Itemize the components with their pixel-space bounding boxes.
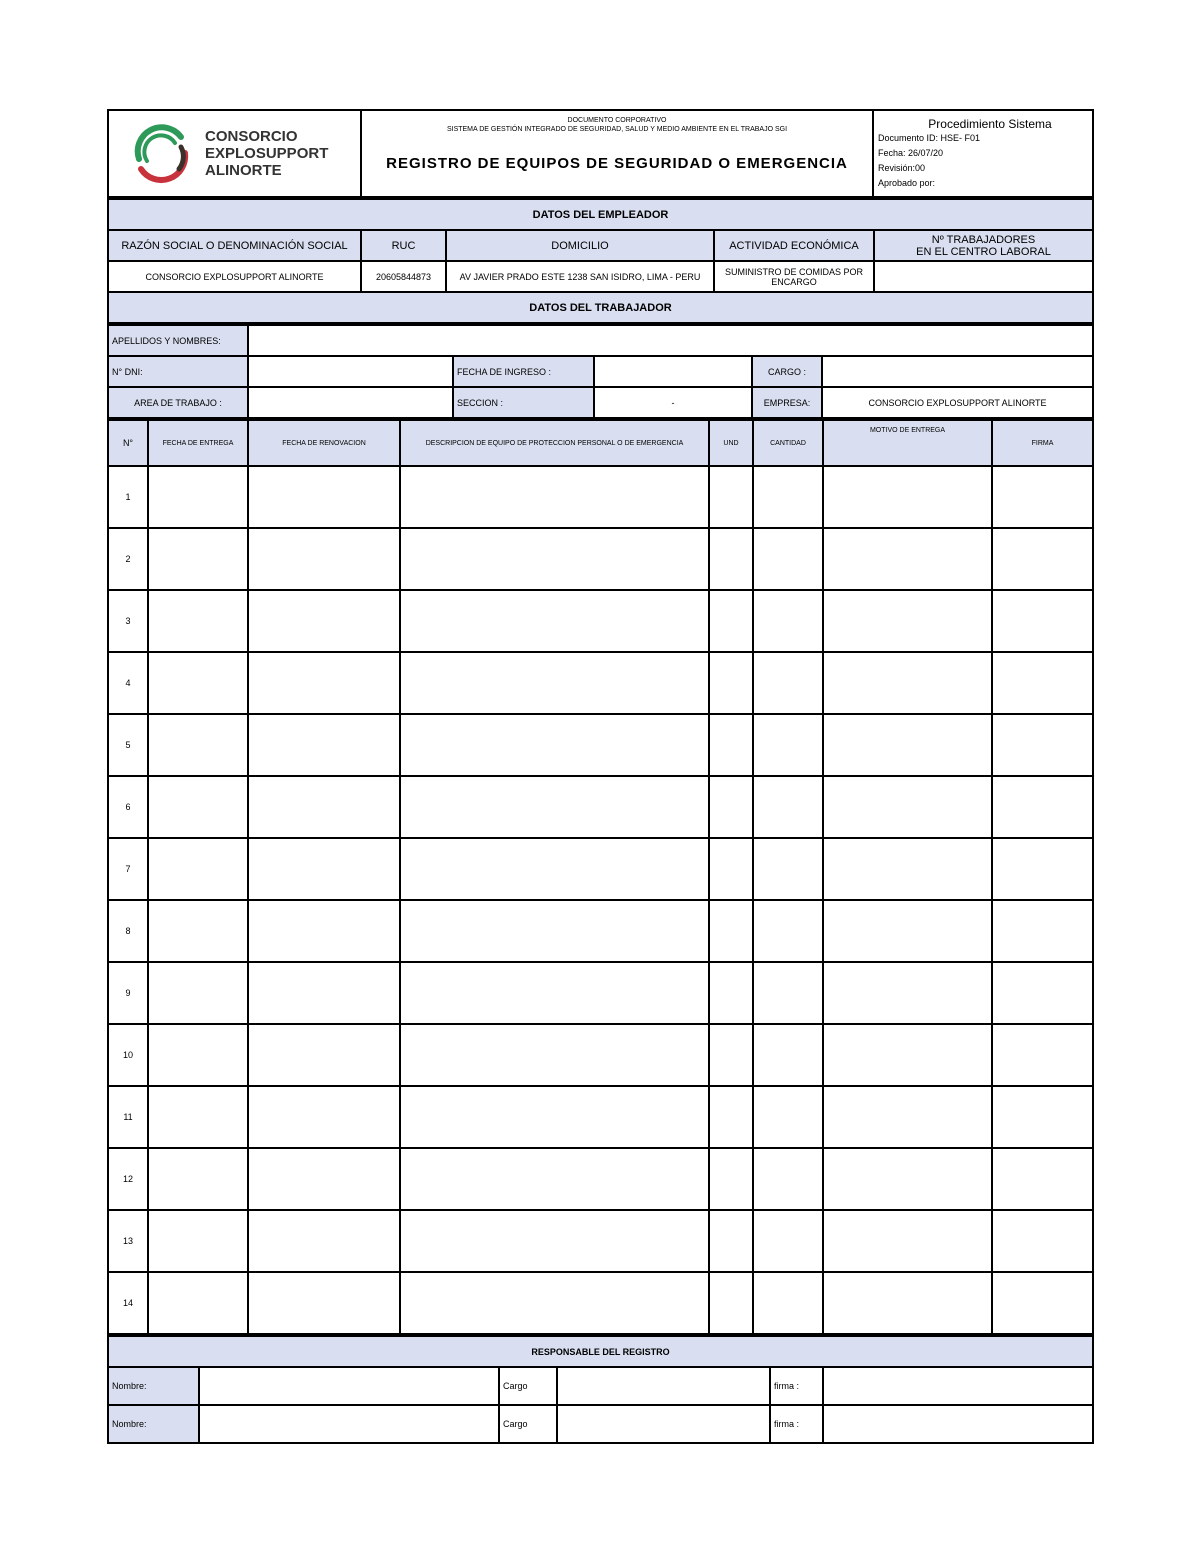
doc-date: Fecha: 26/07/20 <box>878 148 944 158</box>
logo-wordmark: CONSORCIO EXPLOSUPPORT ALINORTE <box>205 128 329 179</box>
empresa-field[interactable]: CONSORCIO EXPLOSUPPORT ALINORTE <box>822 387 1093 418</box>
apellidos-label: APELLIDOS Y NOMBRES: <box>108 325 248 356</box>
fecha-entrega-cell[interactable] <box>148 1272 248 1334</box>
und-cell[interactable] <box>709 1024 753 1086</box>
und-cell[interactable] <box>709 528 753 590</box>
table-row <box>108 466 1093 528</box>
procedure-title: Procedimiento Sistema <box>928 117 1052 131</box>
row-number: 11 <box>108 1086 148 1148</box>
firma-cell[interactable] <box>992 1210 1093 1272</box>
row-number: 10 <box>108 1024 148 1086</box>
fecha-entrega-cell[interactable] <box>148 838 248 900</box>
cantidad-cell[interactable] <box>753 528 823 590</box>
cargo-label: CARGO : <box>752 356 822 387</box>
table-row <box>108 1272 1093 1334</box>
equipment-rows <box>108 466 1093 1334</box>
col-motivo: MOTIVO DE ENTREGA <box>823 420 992 466</box>
row-number: 14 <box>108 1272 148 1334</box>
fecha-renovacion-cell[interactable] <box>248 466 400 528</box>
row-number: 12 <box>108 1148 148 1210</box>
motivo-cell[interactable] <box>823 466 992 528</box>
cantidad-cell[interactable] <box>753 1272 823 1334</box>
table-row <box>108 1086 1093 1148</box>
table-row <box>108 900 1093 962</box>
cantidad-cell[interactable] <box>753 466 823 528</box>
firma-cell[interactable] <box>992 1148 1093 1210</box>
fecha-entrega-cell[interactable] <box>148 1148 248 1210</box>
descripcion-cell[interactable] <box>400 1086 709 1148</box>
cargo-field[interactable] <box>557 1405 770 1443</box>
table-row <box>108 652 1093 714</box>
dni-label: N° DNI: <box>108 356 248 387</box>
descripcion-cell[interactable] <box>400 528 709 590</box>
cantidad-cell[interactable] <box>753 1086 823 1148</box>
row-number: 2 <box>108 528 148 590</box>
firma-cell[interactable] <box>992 1086 1093 1148</box>
equipment-header-row <box>108 420 1093 466</box>
und-cell[interactable] <box>709 1210 753 1272</box>
und-cell[interactable] <box>709 1272 753 1334</box>
fecha-renovacion-cell[interactable] <box>248 1148 400 1210</box>
row-number: 4 <box>108 652 148 714</box>
und-cell[interactable] <box>709 900 753 962</box>
firma-field[interactable] <box>823 1367 1093 1405</box>
actividad-value[interactable]: SUMINISTRO DE COMIDAS POR ENCARGO <box>714 261 874 292</box>
und-cell[interactable] <box>709 714 753 776</box>
company-logo-icon <box>131 123 193 185</box>
fecha-renovacion-cell[interactable] <box>248 838 400 900</box>
firma-cell[interactable] <box>992 528 1093 590</box>
fecha-renovacion-cell[interactable] <box>248 528 400 590</box>
doc-revision: Revisión:00 <box>878 163 926 173</box>
descripcion-cell[interactable] <box>400 838 709 900</box>
table-row <box>108 590 1093 652</box>
motivo-cell[interactable] <box>823 900 992 962</box>
doc-id: Documento ID: HSE- F01 <box>878 133 981 143</box>
descripcion-cell[interactable] <box>400 590 709 652</box>
fecha-entrega-cell[interactable] <box>148 528 248 590</box>
cantidad-cell[interactable] <box>753 590 823 652</box>
cargo-label: Cargo <box>499 1367 557 1405</box>
table-row <box>108 838 1093 900</box>
cantidad-cell[interactable] <box>753 962 823 1024</box>
motivo-cell[interactable] <box>823 1210 992 1272</box>
descripcion-cell[interactable] <box>400 1024 709 1086</box>
fecha-entrega-cell[interactable] <box>148 714 248 776</box>
motivo-cell[interactable] <box>823 590 992 652</box>
firma-label: firma : <box>770 1405 823 1443</box>
und-cell[interactable] <box>709 590 753 652</box>
firma-cell[interactable] <box>992 714 1093 776</box>
fecha-entrega-cell[interactable] <box>148 590 248 652</box>
motivo-cell[interactable] <box>823 652 992 714</box>
employer-table <box>107 198 1094 324</box>
trabajadores-value[interactable] <box>874 261 1093 292</box>
col-firma: FIRMA <box>992 420 1093 466</box>
cantidad-cell[interactable] <box>753 1210 823 1272</box>
col-n: N° <box>108 420 148 466</box>
descripcion-cell[interactable] <box>400 1148 709 1210</box>
cargo-label: Cargo <box>499 1405 557 1443</box>
table-row <box>108 1148 1093 1210</box>
firma-cell[interactable] <box>992 900 1093 962</box>
und-cell[interactable] <box>709 962 753 1024</box>
nombre-label: Nombre: <box>108 1367 199 1405</box>
row-number: 13 <box>108 1210 148 1272</box>
dni-field[interactable] <box>248 356 453 387</box>
header-trabajadores: Nº TRABAJADORES EN EL CENTRO LABORAL <box>874 230 1093 261</box>
area-field[interactable] <box>248 387 453 418</box>
ruc-value[interactable]: 20605844873 <box>361 261 446 292</box>
firma-cell[interactable] <box>992 1272 1093 1334</box>
cantidad-cell[interactable] <box>753 1024 823 1086</box>
header-title-cell <box>361 110 873 197</box>
domicilio-value[interactable]: AV JAVIER PRADO ESTE 1238 SAN ISIDRO, LIMA - PERU <box>446 261 714 292</box>
fecha-entrega-cell[interactable] <box>148 962 248 1024</box>
row-number: 5 <box>108 714 148 776</box>
cantidad-cell[interactable] <box>753 838 823 900</box>
fecha-renovacion-cell[interactable] <box>248 776 400 838</box>
firma-cell[interactable] <box>992 590 1093 652</box>
fecha-renovacion-cell[interactable] <box>248 590 400 652</box>
und-cell[interactable] <box>709 838 753 900</box>
motivo-cell[interactable] <box>823 1024 992 1086</box>
firma-field[interactable] <box>823 1405 1093 1443</box>
ingreso-field[interactable] <box>594 356 752 387</box>
fecha-entrega-cell[interactable] <box>148 466 248 528</box>
cantidad-cell[interactable] <box>753 714 823 776</box>
firma-cell[interactable] <box>992 466 1093 528</box>
area-label: AREA DE TRABAJO : <box>108 387 248 418</box>
motivo-cell[interactable] <box>823 528 992 590</box>
motivo-cell[interactable] <box>823 962 992 1024</box>
col-entrega: FECHA DE ENTREGA <box>148 420 248 466</box>
header-domicilio: DOMICILIO <box>446 230 714 261</box>
row-number: 9 <box>108 962 148 1024</box>
form-sheet <box>107 109 1092 1444</box>
apellidos-field[interactable] <box>248 325 1093 356</box>
row-number: 1 <box>108 466 148 528</box>
system-name: SISTEMA DE GESTIÓN INTEGRADO DE SEGURIDAD, SALUD Y MEDIO AMBIENTE EN EL TRABAJO SGI <box>446 126 788 133</box>
col-und: UND <box>709 420 753 466</box>
fecha-entrega-cell[interactable] <box>148 900 248 962</box>
seccion-field[interactable]: - <box>594 387 752 418</box>
fecha-renovacion-cell[interactable] <box>248 900 400 962</box>
cantidad-cell[interactable] <box>753 652 823 714</box>
firma-cell[interactable] <box>992 1024 1093 1086</box>
procedure-cell <box>873 110 1093 197</box>
row-number: 3 <box>108 590 148 652</box>
motivo-cell[interactable] <box>823 714 992 776</box>
fecha-entrega-cell[interactable] <box>148 1024 248 1086</box>
page-title: REGISTRO DE EQUIPOS DE SEGURIDAD O EMERGENCIA <box>386 155 848 172</box>
razon-value[interactable]: CONSORCIO EXPLOSUPPORT ALINORTE <box>108 261 361 292</box>
fecha-renovacion-cell[interactable] <box>248 962 400 1024</box>
firma-cell[interactable] <box>992 776 1093 838</box>
descripcion-cell[interactable] <box>400 714 709 776</box>
table-row <box>108 962 1093 1024</box>
col-descripcion: DESCRIPCION DE EQUIPO DE PROTECCION PERSONAL O DE EMERGENCIA <box>400 420 709 466</box>
row-number: 7 <box>108 838 148 900</box>
logo-cell <box>108 110 361 197</box>
motivo-cell[interactable] <box>823 776 992 838</box>
cantidad-cell[interactable] <box>753 900 823 962</box>
header-actividad: ACTIVIDAD ECONÓMICA <box>714 230 874 261</box>
fecha-renovacion-cell[interactable] <box>248 1086 400 1148</box>
responsible-band: RESPONSABLE DEL REGISTRO <box>108 1336 1093 1367</box>
header-ruc: RUC <box>361 230 446 261</box>
header-razon: RAZÓN SOCIAL O DENOMINACIÓN SOCIAL <box>108 230 361 261</box>
fecha-renovacion-cell[interactable] <box>248 1272 400 1334</box>
cantidad-cell[interactable] <box>753 1148 823 1210</box>
motivo-cell[interactable] <box>823 838 992 900</box>
descripcion-cell[interactable] <box>400 900 709 962</box>
row-number: 8 <box>108 900 148 962</box>
nombre-field[interactable] <box>199 1405 499 1443</box>
und-cell[interactable] <box>709 776 753 838</box>
motivo-cell[interactable] <box>823 1086 992 1148</box>
table-row <box>108 1210 1093 1272</box>
cargo-field[interactable] <box>557 1367 770 1405</box>
seccion-label: SECCION : <box>453 387 594 418</box>
form-header <box>107 109 1094 198</box>
table-row <box>108 1024 1093 1086</box>
descripcion-cell[interactable] <box>400 466 709 528</box>
row-number: 6 <box>108 776 148 838</box>
table-row <box>108 714 1093 776</box>
worker-band: DATOS DEL TRABAJADOR <box>108 292 1093 323</box>
motivo-cell[interactable] <box>823 1272 992 1334</box>
nombre-field[interactable] <box>199 1367 499 1405</box>
descripcion-cell[interactable] <box>400 962 709 1024</box>
equipment-table <box>107 419 1094 1335</box>
und-cell[interactable] <box>709 1086 753 1148</box>
und-cell[interactable] <box>709 466 753 528</box>
fecha-renovacion-cell[interactable] <box>248 1024 400 1086</box>
motivo-cell[interactable] <box>823 1148 992 1210</box>
cantidad-cell[interactable] <box>753 776 823 838</box>
fecha-entrega-cell[interactable] <box>148 1210 248 1272</box>
fecha-entrega-cell[interactable] <box>148 776 248 838</box>
worker-table <box>107 324 1094 419</box>
empresa-label: EMPRESA: <box>752 387 822 418</box>
descripcion-cell[interactable] <box>400 1272 709 1334</box>
und-cell[interactable] <box>709 1148 753 1210</box>
ingreso-label: FECHA DE INGRESO : <box>453 356 594 387</box>
table-row <box>108 528 1093 590</box>
firma-label: firma : <box>770 1367 823 1405</box>
nombre-label: Nombre: <box>108 1405 199 1443</box>
doc-type: DOCUMENTO CORPORATIVO <box>567 117 667 124</box>
firma-cell[interactable] <box>992 652 1093 714</box>
fecha-renovacion-cell[interactable] <box>248 714 400 776</box>
descripcion-cell[interactable] <box>400 652 709 714</box>
table-row <box>108 776 1093 838</box>
firma-cell[interactable] <box>992 962 1093 1024</box>
fecha-renovacion-cell[interactable] <box>248 1210 400 1272</box>
doc-approved: Aprobado por: <box>878 178 936 188</box>
descripcion-cell[interactable] <box>400 1210 709 1272</box>
descripcion-cell[interactable] <box>400 776 709 838</box>
cargo-field[interactable] <box>822 356 1093 387</box>
und-cell[interactable] <box>709 652 753 714</box>
fecha-entrega-cell[interactable] <box>148 1086 248 1148</box>
responsible-table <box>107 1335 1094 1444</box>
col-cantidad: CANTIDAD <box>753 420 823 466</box>
fecha-renovacion-cell[interactable] <box>248 652 400 714</box>
firma-cell[interactable] <box>992 838 1093 900</box>
fecha-entrega-cell[interactable] <box>148 652 248 714</box>
col-renovacion: FECHA DE RENOVACION <box>248 420 400 466</box>
employer-band: DATOS DEL EMPLEADOR <box>108 199 1093 230</box>
